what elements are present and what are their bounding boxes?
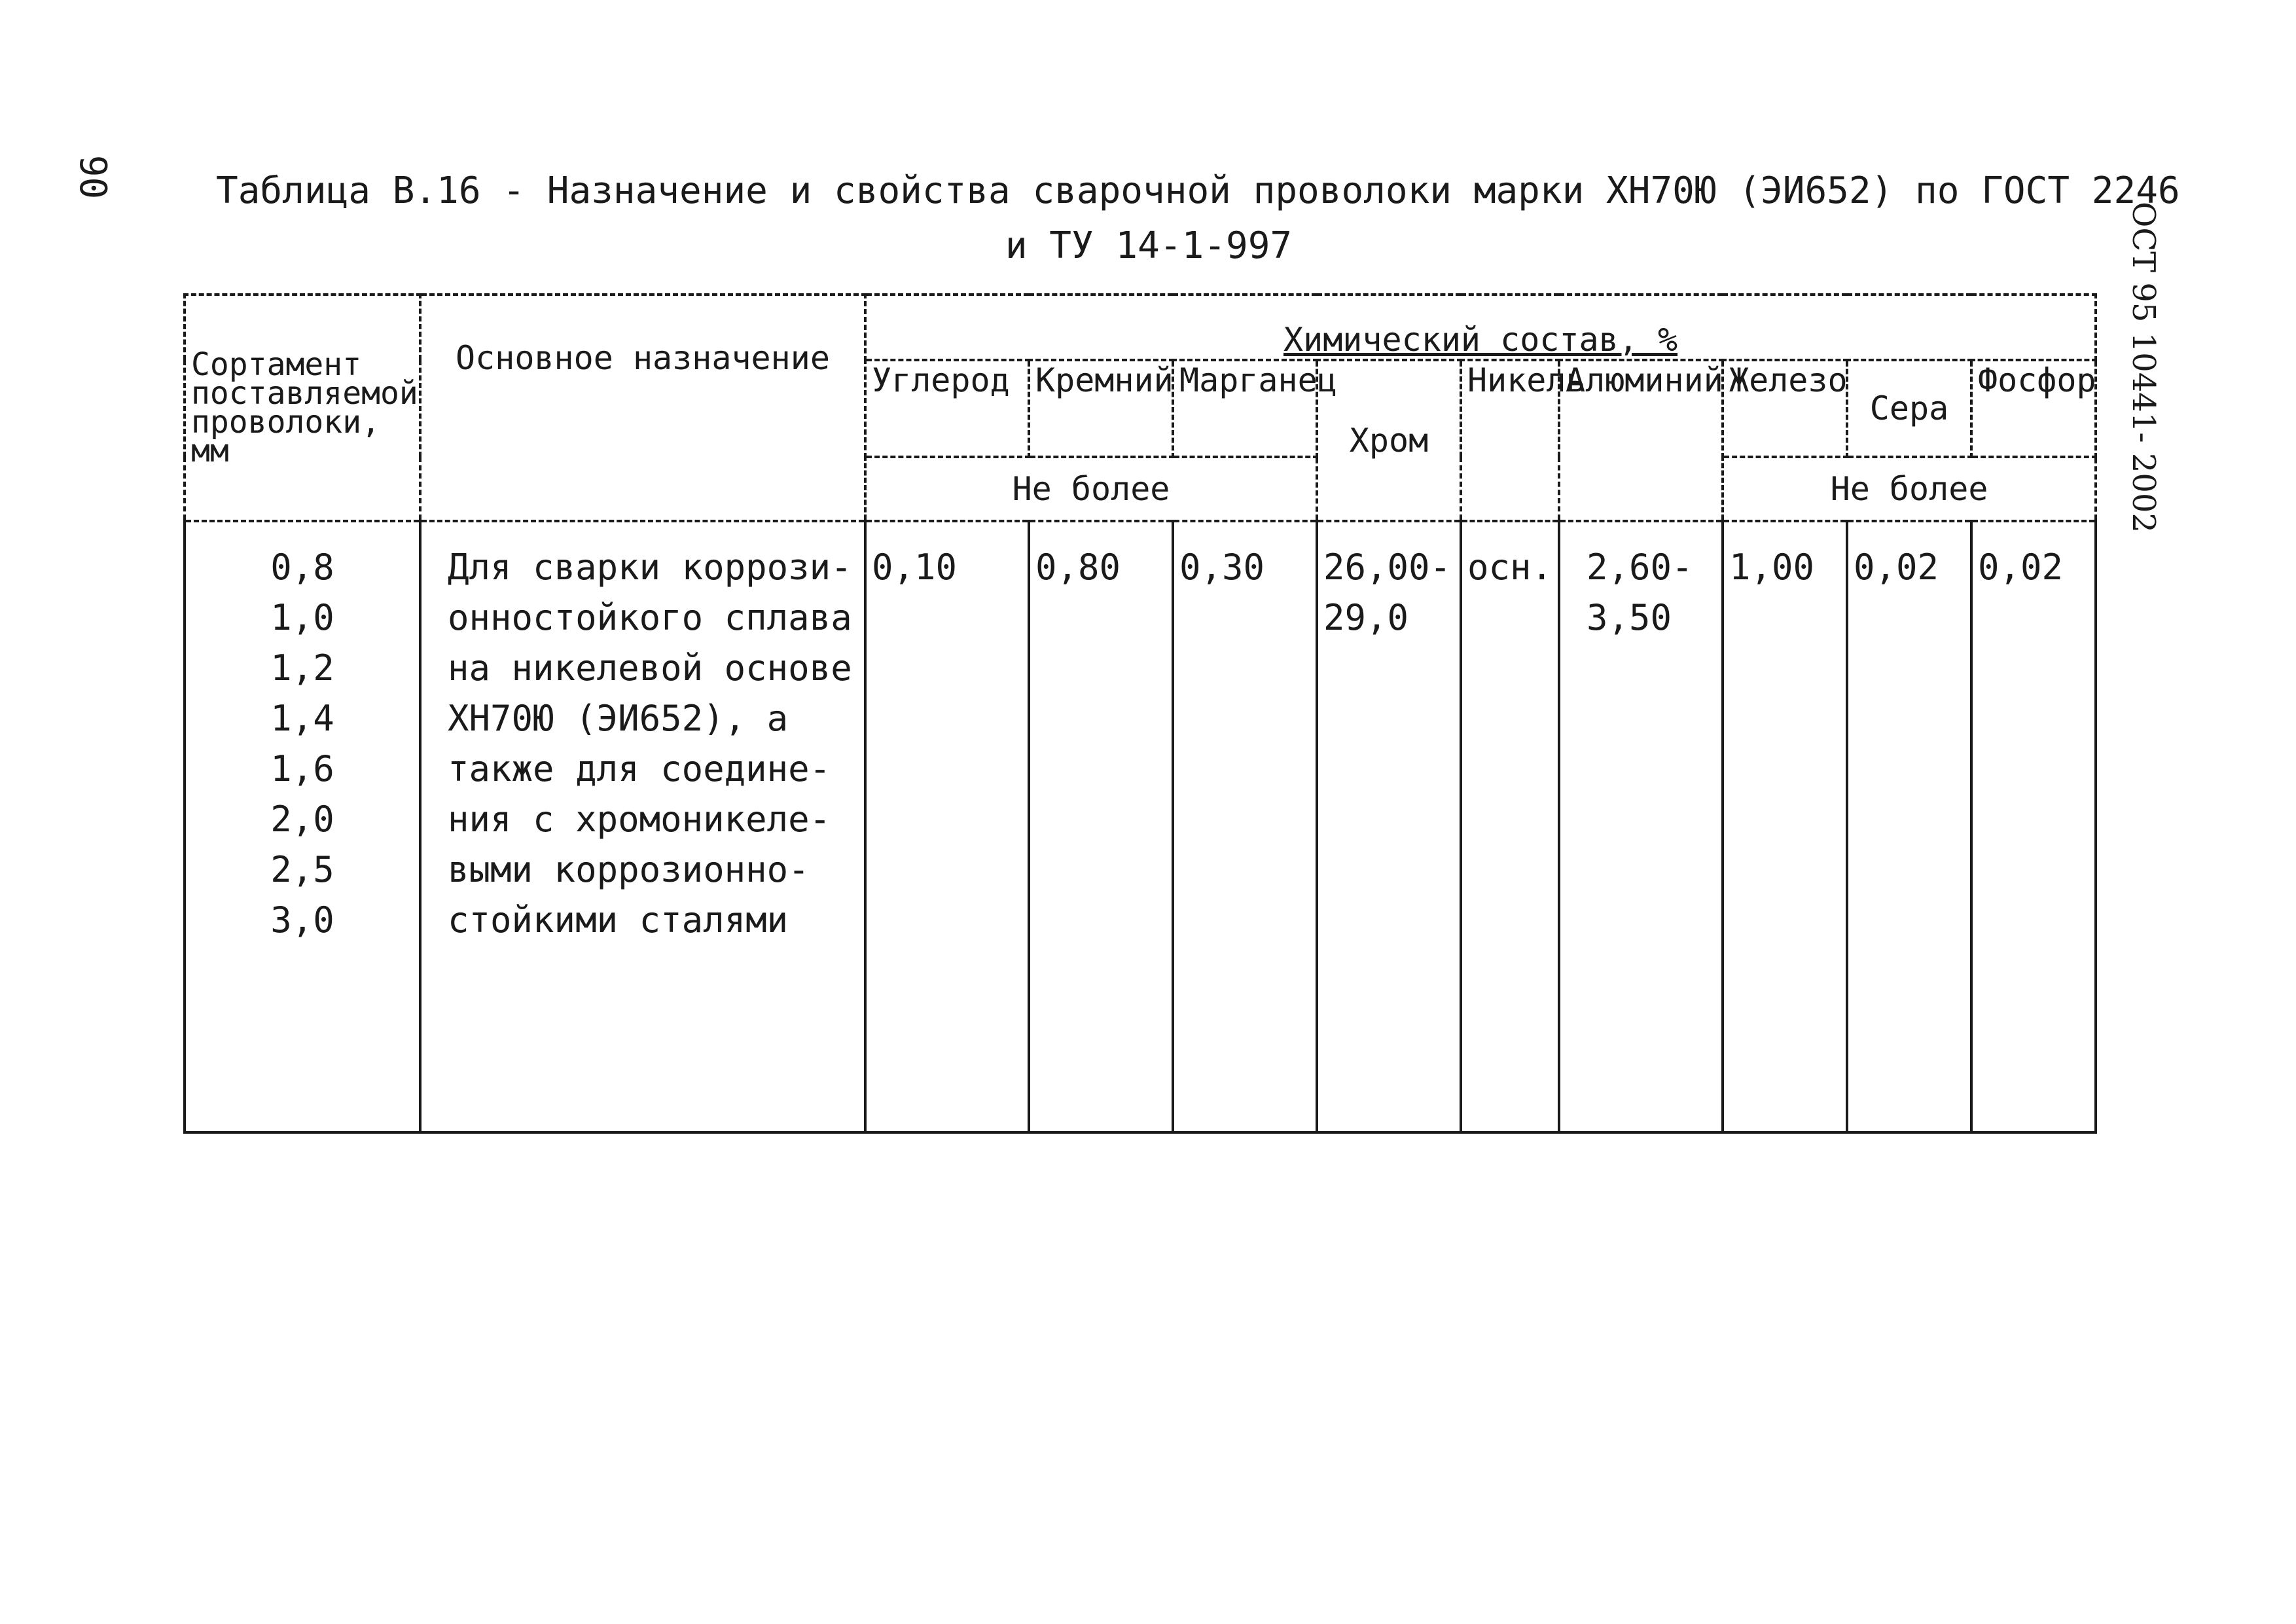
cell-manganese: 0,30: [1173, 521, 1317, 1132]
header-not-more-1: Не более: [865, 457, 1317, 521]
document-code: ОСТ 95 10441- 2002: [2125, 202, 2162, 533]
header-manganese: Марганец: [1173, 360, 1317, 457]
cell-silicon: 0,80: [1029, 521, 1173, 1132]
cell-phosphorus: 0,02: [1971, 521, 2096, 1132]
table-row: [185, 521, 2096, 1132]
header-nickel: Никель: [1461, 360, 1559, 521]
header-not-more-2: Не более: [1723, 457, 2096, 521]
header-chromium: Хром: [1317, 360, 1461, 521]
table-title-line-2: и ТУ 14-1-997: [1005, 225, 1293, 267]
cell-iron: 1,00: [1723, 521, 1847, 1132]
cell-sulfur: 0,02: [1847, 521, 1971, 1132]
header-sulfur: Сера: [1847, 360, 1971, 457]
cell-carbon: 0,10: [865, 521, 1029, 1132]
header-carbon: Углерод: [865, 360, 1029, 457]
cell-chromium: 26,00- 29,0: [1317, 521, 1461, 1132]
page-number: 90: [71, 154, 115, 200]
header-iron: Железо: [1723, 360, 1847, 457]
cell-aluminium: 2,60- 3,50: [1559, 521, 1723, 1132]
header-aluminium: Алюминий: [1559, 360, 1723, 521]
header-phosphorus: Фосфор: [1971, 360, 2096, 457]
cell-purpose: Для сварки коррози- онностойкого сплава на никелевой основе ХН70Ю (ЭИ652), а также для соедине- ния с хромоникеле- выми коррозионно- стойкими сталями: [420, 521, 865, 1132]
header-purpose: Основное назначение: [420, 295, 865, 521]
header-sortament: Сортамент поставляемой проволоки, мм: [185, 295, 420, 521]
table-title-line-1: Таблица В.16 - Назначение и свойства сварочной проволоки марки ХН70Ю (ЭИ652) по ГОСТ 2246: [216, 170, 2180, 212]
table-title: [216, 164, 2180, 274]
cell-sizes: 0,8 1,0 1,2 1,4 1,6 2,0 2,5 3,0: [185, 521, 420, 1132]
header-chemical-composition: Химический состав, %: [865, 295, 2096, 360]
cell-nickel: осн.: [1461, 521, 1559, 1132]
header-silicon: Кремний: [1029, 360, 1173, 457]
wire-properties-table: [183, 293, 2097, 1134]
